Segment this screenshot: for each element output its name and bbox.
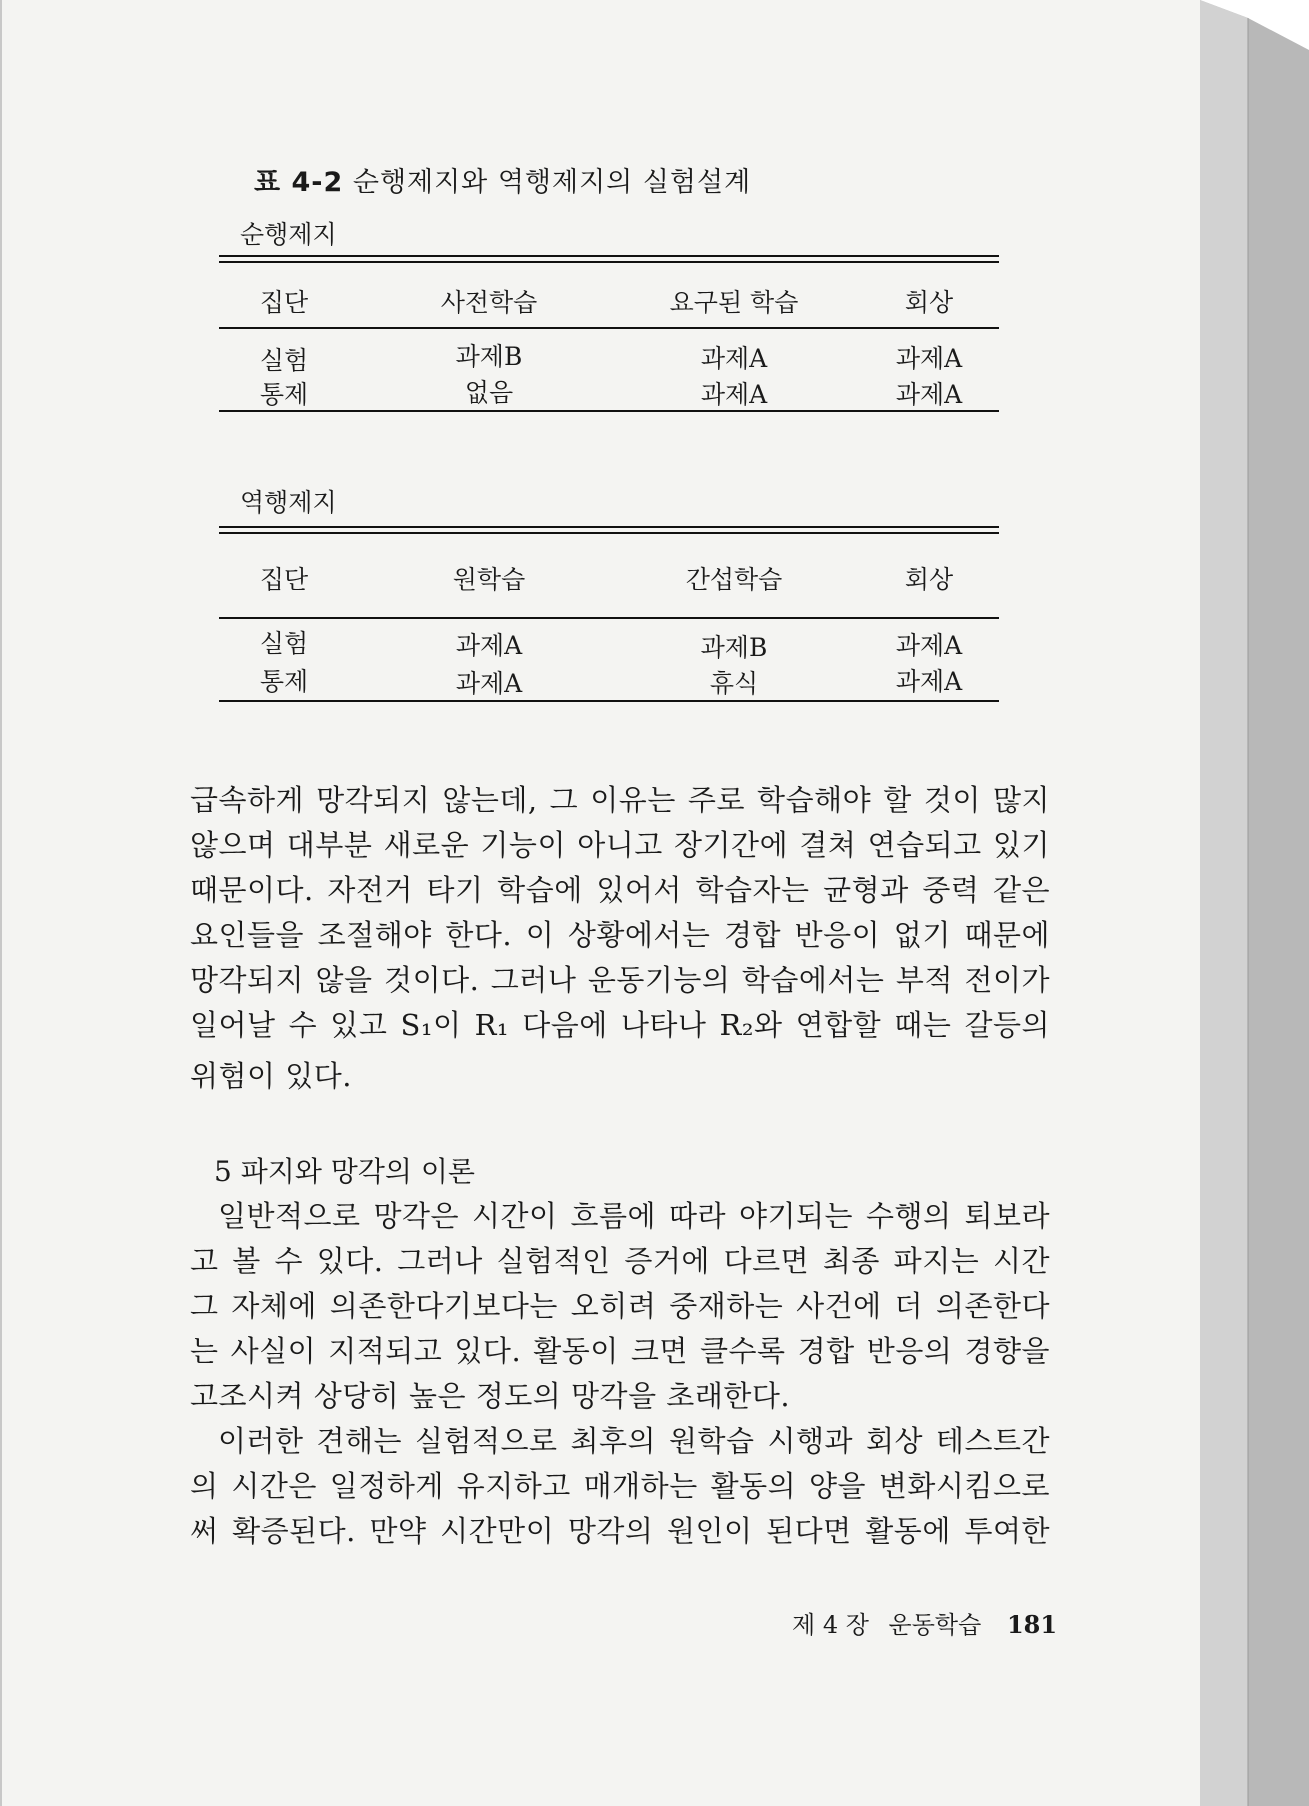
text-line: 고조시켜 상당히 높은 정도의 망각을 초래한다. — [190, 1379, 791, 1413]
table1-cell: 없음 — [464, 378, 514, 407]
paragraph-2 — [190, 1194, 1050, 1419]
page-footer — [792, 1605, 1058, 1640]
table-title: 순행제지와 역행제지의 실험설계 — [352, 167, 752, 198]
table1-cell: 실험 — [259, 346, 309, 375]
text-line: 의 시간은 일정하게 유지하고 매개하는 활동의 양을 변화시킴으로 — [190, 1469, 1050, 1503]
table2-cell: 과제A — [895, 667, 963, 696]
text-line: 이러한 견해는 실험적으로 최후의 원학습 시행과 회상 테스트간 — [218, 1424, 1050, 1458]
text-line: 위험이 있다. — [190, 1059, 353, 1093]
table-proactive — [219, 255, 999, 415]
table-rule-top — [219, 526, 999, 528]
section-title: 파지와 망각의 이론 — [240, 1155, 475, 1188]
text-line: 않으며 대부분 새로운 기능이 아니고 장기간에 결쳐 연습되고 있기 — [190, 828, 1050, 862]
table2-header-interference: 간섭학습 — [685, 565, 783, 594]
table1-cell: 과제A — [895, 380, 963, 409]
table-rule-top-2 — [219, 261, 999, 263]
table2-cell: 과제A — [895, 631, 963, 660]
text-line: 일반적으로 망각은 시간이 흐름에 따라 야기되는 수행의 퇴보라 — [218, 1199, 1050, 1233]
table1-cell: 과제B — [455, 342, 523, 371]
table1-section-label: 순행제지 — [240, 220, 337, 249]
text-line: 요인들을 조절해야 한다. 이 상황에서는 경합 반응이 없기 때문에 — [190, 918, 1050, 952]
section-heading — [214, 1150, 475, 1190]
table-number: 표 4-2 — [254, 167, 344, 198]
table2-cell: 과제A — [455, 631, 523, 660]
table-rule-mid — [219, 327, 999, 329]
paragraph-1 — [190, 778, 1050, 1099]
book-edge-face — [1200, 0, 1248, 1806]
text-line: 일어날 수 있고 S₁이 R₁ 다음에 나타나 R₂와 연합할 때는 갈등의 — [190, 1008, 1050, 1042]
table1-cell: 과제A — [700, 380, 768, 409]
table1-header-recall: 회상 — [904, 288, 954, 317]
table-rule-bottom — [219, 700, 999, 702]
table2-cell: 과제B — [700, 633, 768, 662]
table-rule-bottom — [219, 410, 999, 412]
table2-header-group: 집단 — [259, 565, 309, 594]
paragraph-3 — [190, 1419, 1050, 1554]
table-retroactive — [219, 526, 999, 706]
table2-cell: 휴식 — [709, 669, 759, 698]
table1-cell: 통제 — [259, 380, 309, 409]
page-number: 181 — [1006, 1610, 1058, 1639]
table2-header-original: 원학습 — [452, 565, 526, 594]
table1-header-required: 요구된 학습 — [669, 288, 799, 317]
table1-header-group: 집단 — [259, 288, 309, 317]
text-line: 그 자체에 의존한다기보다는 오히려 중재하는 사건에 더 의존한다 — [190, 1289, 1050, 1323]
table-rule-mid — [219, 617, 999, 619]
text-line: 때문이다. 자전거 타기 학습에 있어서 학습자는 균형과 중력 같은 — [190, 873, 1050, 907]
table2-cell: 실험 — [259, 629, 309, 658]
text-line: 급속하게 망각되지 않는데, 그 이유는 주로 학습해야 할 것이 많지 — [190, 783, 1050, 817]
text-line: 써 확증된다. 만약 시간만이 망각의 원인이 된다면 활동에 투여한 — [190, 1514, 1050, 1548]
text-line: 고 볼 수 있다. 그러나 실험적인 증거에 다르면 최종 파지는 시간 — [190, 1244, 1050, 1278]
book-edge — [1200, 0, 1309, 1806]
table-rule-top — [219, 255, 999, 257]
table2-section-label: 역행제지 — [240, 488, 337, 517]
table2-cell: 통제 — [259, 667, 309, 696]
table1-cell: 과제A — [895, 344, 963, 373]
table-caption — [254, 160, 751, 199]
chapter-label: 제 4 장 — [792, 1611, 869, 1639]
table1-header-prior: 사전학습 — [440, 288, 538, 317]
table1-cell: 과제A — [700, 344, 768, 373]
table-rule-top-2 — [219, 532, 999, 534]
chapter-title: 운동학습 — [888, 1611, 982, 1639]
text-line: 는 사실이 지적되고 있다. 활동이 크면 클수록 경합 반응의 경향을 — [190, 1334, 1050, 1368]
table2-header-recall: 회상 — [904, 565, 954, 594]
table2-cell: 과제A — [455, 669, 523, 698]
text-line: 망각되지 않을 것이다. 그러나 운동기능의 학습에서는 부적 전이가 — [190, 963, 1050, 997]
section-number: 5 — [214, 1155, 232, 1188]
